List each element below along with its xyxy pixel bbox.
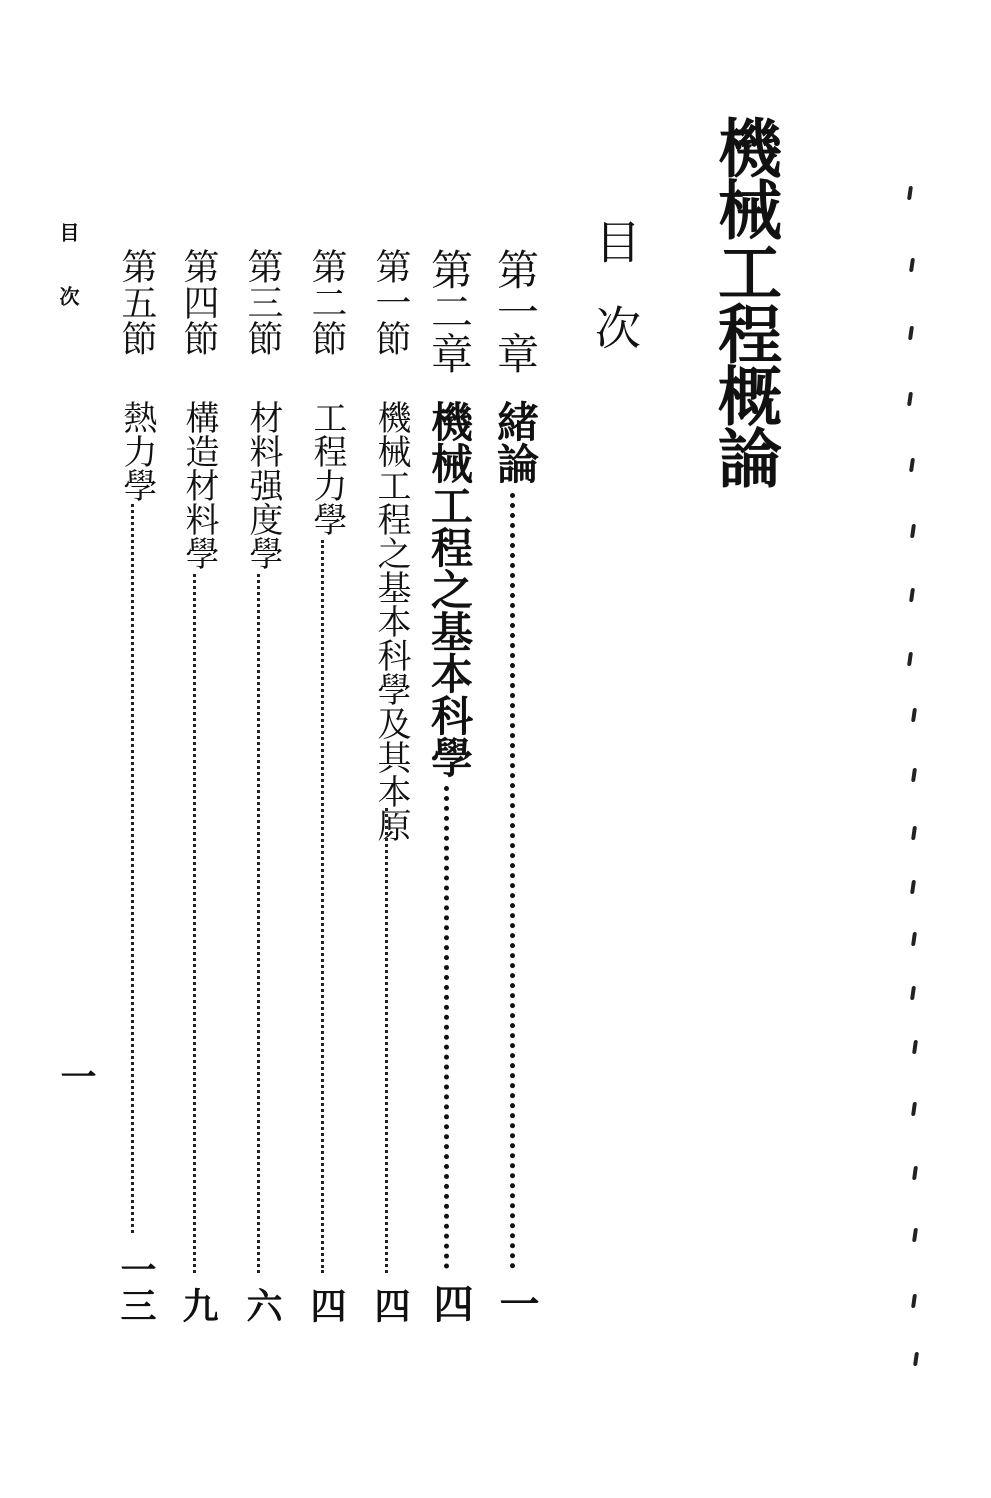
binding-mark	[910, 524, 916, 538]
binding-mark	[912, 1040, 918, 1054]
dot-leader	[321, 540, 324, 1273]
binding-mark	[909, 458, 915, 472]
binding-mark	[907, 392, 913, 406]
dot-leader	[385, 808, 388, 1273]
entry-page: 四	[427, 1283, 474, 1323]
binding-mark	[909, 258, 915, 272]
entry-title: 緒論	[491, 400, 540, 484]
entry-title: 構造材料學	[179, 400, 219, 570]
entry-label: 第三節	[242, 248, 283, 356]
entry-label: 第二章	[425, 248, 474, 374]
binding-mark	[911, 1294, 917, 1308]
page-number: 一	[55, 1058, 97, 1094]
binding-mark	[911, 708, 917, 722]
binding-mark	[908, 326, 914, 340]
dot-leader	[131, 504, 134, 1233]
entry-page: 六	[241, 1287, 283, 1323]
entry-page: 四	[369, 1287, 411, 1323]
toc-entry-section-1[interactable]	[362, 248, 411, 1323]
binding-mark	[911, 768, 917, 782]
binding-mark	[910, 986, 916, 1000]
entry-title: 材料强度學	[243, 400, 283, 570]
binding-mark	[912, 1228, 918, 1242]
entry-label: 第一節	[370, 248, 411, 356]
binding-mark	[907, 186, 913, 200]
entry-label: 第五節	[116, 248, 157, 356]
entry-label: 第一章	[491, 248, 540, 374]
toc-entry-section-2[interactable]	[298, 248, 347, 1323]
entry-title: 工程力學	[307, 400, 347, 536]
toc-entry-chapter-2[interactable]	[418, 248, 474, 1323]
toc-entry-section-5[interactable]	[108, 248, 157, 1323]
dot-leader	[193, 574, 196, 1273]
entry-label: 第二節	[306, 248, 347, 356]
book-title: 機械工程概論	[707, 115, 782, 487]
entry-page: 九	[177, 1287, 219, 1323]
toc-entry-section-3[interactable]	[234, 248, 283, 1323]
entry-page: 一三	[115, 1251, 157, 1323]
entry-page: 四	[305, 1287, 347, 1323]
binding-mark	[910, 880, 916, 894]
entry-title: 熱力學	[117, 400, 157, 502]
entry-page: 一	[493, 1283, 540, 1323]
toc-heading: 目次	[588, 218, 642, 390]
dot-leader	[257, 574, 260, 1273]
binding-mark	[911, 932, 917, 946]
binding-mark	[907, 652, 913, 666]
binding-mark	[911, 1102, 917, 1116]
binding-mark	[913, 1352, 919, 1366]
binding-mark	[911, 826, 917, 840]
entry-title: 機械工程之基本科學	[425, 400, 474, 778]
entry-title: 機械工程之基本科學及其本原	[371, 400, 411, 842]
toc-entry-section-4[interactable]	[170, 248, 219, 1323]
dot-leader	[444, 786, 449, 1269]
binding-mark	[909, 588, 915, 602]
running-head: 目次	[56, 222, 80, 350]
toc-entry-chapter-1[interactable]	[484, 248, 540, 1323]
entry-label: 第四節	[178, 248, 219, 356]
binding-mark	[912, 1166, 918, 1180]
dot-leader	[510, 493, 515, 1269]
